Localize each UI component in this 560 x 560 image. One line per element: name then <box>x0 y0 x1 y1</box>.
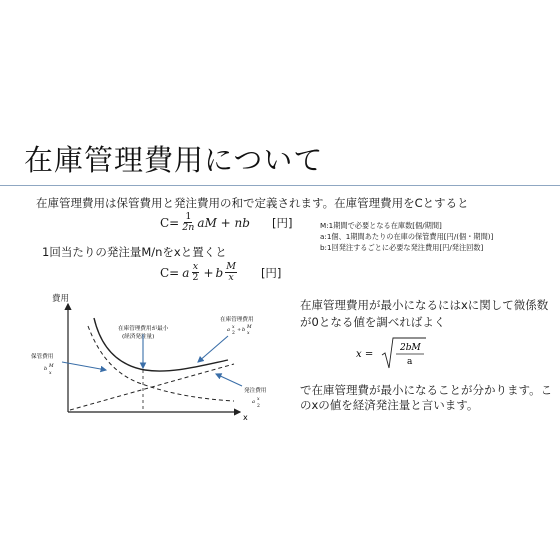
total-arrow <box>198 336 228 362</box>
substitution-text: 1回当たりの発注量M/nをxと置くと <box>42 245 227 259</box>
formula1-terms: aM + nb <box>197 215 250 230</box>
eoq-cost-diagram <box>30 300 280 430</box>
total-formula-a: a <box>227 327 230 333</box>
slide-title: 在庫管理費用について <box>24 143 324 177</box>
order-formula-2: 2 <box>257 404 260 409</box>
eoq-formula-svg <box>356 336 446 372</box>
derivative-text: 在庫管理費用が最小になるにはxに関して微係数が0となる値を調べればよく <box>300 298 549 329</box>
formula1-fraction <box>181 212 195 233</box>
order-label: 発注費用 <box>244 388 267 394</box>
total-formula-xd: x <box>247 331 250 336</box>
eoq-lhs: x = <box>356 349 374 360</box>
formula2-frac2 <box>225 262 237 283</box>
definition-a: a:1個、1期間あたりの在庫の保管費用[円/(個・期間)] <box>320 232 494 241</box>
formula2-lhs: C= <box>160 265 180 280</box>
eoq-den: a <box>407 357 413 367</box>
formula2-plus: + <box>203 265 214 280</box>
total-label: 在庫管理費用 <box>220 317 254 323</box>
holding-formula-x: x <box>49 371 52 376</box>
cost-formula-x <box>160 262 281 283</box>
formula2-frac2-num: M <box>226 261 236 272</box>
formula1-frac-den: 2n <box>182 222 195 233</box>
formula2-frac2-den: x <box>228 272 234 283</box>
order-formula-x: x <box>257 397 260 402</box>
total-formula-x: x <box>232 325 235 330</box>
chart-x-label: x <box>243 413 248 422</box>
intro-text: 在庫管理費用は保管費用と発注費用の和で定義されます。在庫管理費用をCとすると <box>36 196 469 210</box>
holding-formula-m: M <box>49 364 54 369</box>
eoq-formula <box>356 336 446 375</box>
formula1-frac-num: 1 <box>185 211 192 222</box>
title-divider <box>0 185 560 186</box>
order-arrow <box>216 374 242 386</box>
eoq-num: 2bM <box>400 343 421 353</box>
order-formula-a: a <box>252 399 255 405</box>
formula1-lhs: C= <box>160 215 180 230</box>
formula2-frac1-den: 2 <box>192 272 199 283</box>
total-formula-2: 2 <box>232 331 235 336</box>
min-label-line1: 在庫管理費用が最小 <box>118 326 169 332</box>
formula2-frac1-num: x <box>192 261 199 272</box>
definition-b: b:1回発注するごとに必要な発注費用[円/発注回数] <box>320 243 484 252</box>
min-label-line2: (経済発注量) <box>122 334 155 340</box>
definition-m: M:1期間で必要となる在庫数[個/期間] <box>320 221 442 230</box>
chart-y-label: 費用 <box>52 294 70 304</box>
holding-label: 保管費用 <box>31 354 54 360</box>
cost-formula <box>160 212 292 233</box>
formula2-a: a <box>182 265 190 280</box>
formula2-frac1 <box>191 262 199 283</box>
total-formula-b: b <box>242 327 246 333</box>
total-formula-plus: + <box>237 327 242 333</box>
conclusion-text: で在庫管理費が最小になることが分かります。このxの値を経済発注量と言います。 <box>300 383 553 412</box>
formula1-unit: [円] <box>271 215 293 230</box>
formula2-unit: [円] <box>260 265 282 280</box>
holding-formula-b: b <box>44 366 48 372</box>
formula2-b: b <box>215 265 224 280</box>
total-formula-m: M <box>247 325 252 330</box>
variable-definitions <box>320 220 493 253</box>
